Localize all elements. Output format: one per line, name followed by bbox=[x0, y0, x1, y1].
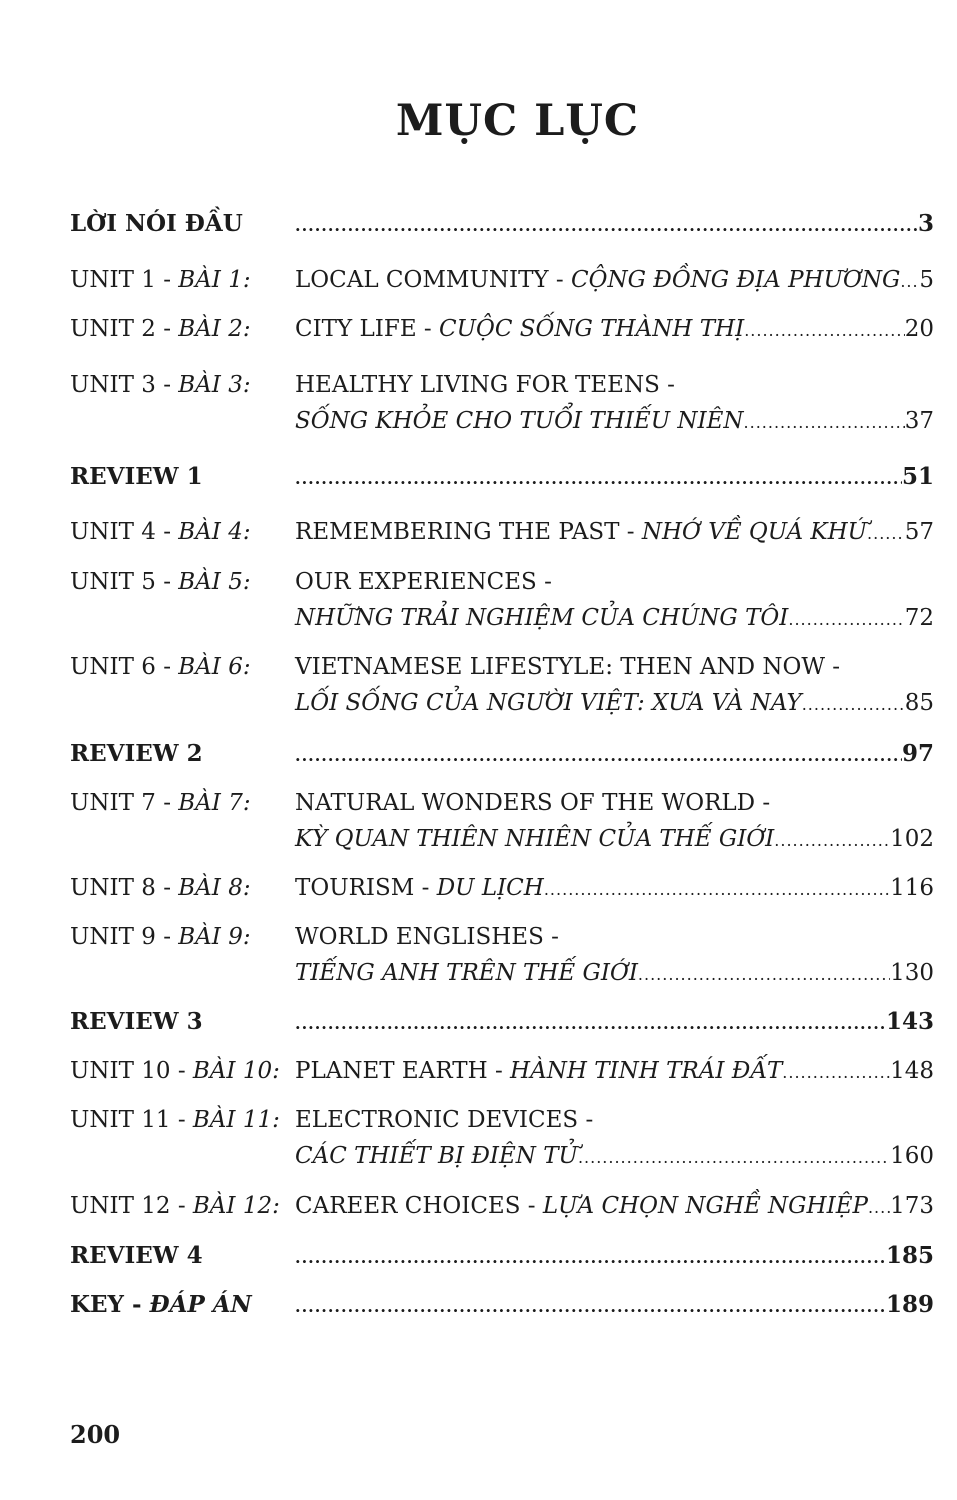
toc-entry-label: REVIEW 2 bbox=[70, 740, 203, 767]
toc-page-number: 102 bbox=[890, 826, 934, 852]
toc-page-number: 173 bbox=[890, 1193, 934, 1219]
toc-entry-title: PLANET EARTH - HÀNH TINH TRÁI ĐẤT bbox=[295, 1058, 783, 1084]
toc-entry-label: UNIT 6 - BÀI 6: bbox=[70, 654, 251, 680]
toc-entry-label: UNIT 12 - BÀI 12: bbox=[70, 1193, 280, 1219]
toc-entry-subtitle: TIẾNG ANH TRÊN THẾ GIỚI bbox=[295, 960, 638, 986]
toc-entry-subtitle: CÁC THIẾT BỊ ĐIỆN TỬ bbox=[295, 1143, 578, 1169]
toc-entry-title: VIETNAMESE LIFESTYLE: THEN AND NOW - bbox=[295, 654, 841, 680]
page-title: MỤC LỤC bbox=[395, 96, 640, 146]
dot-leader bbox=[774, 823, 890, 859]
toc-entry-label: LỜI NÓI ĐẦU bbox=[70, 210, 243, 237]
dot-leader bbox=[295, 738, 902, 774]
toc-page-number: 72 bbox=[904, 605, 934, 631]
dot-leader bbox=[544, 872, 890, 908]
dot-leader bbox=[295, 1240, 886, 1276]
dot-leader bbox=[868, 1190, 890, 1226]
toc-entry-label: REVIEW 1 bbox=[70, 463, 203, 490]
dot-leader bbox=[782, 1055, 890, 1091]
toc-entry-subtitle: SỐNG KHỎE CHO TUỔI THIẾU NIÊN bbox=[295, 408, 744, 434]
toc-page-number: 37 bbox=[904, 408, 934, 434]
toc-entry-title: LOCAL COMMUNITY - CỘNG ĐỒNG ĐỊA PHƯƠNG bbox=[295, 267, 901, 293]
toc-entry-label: UNIT 7 - BÀI 7: bbox=[70, 790, 251, 816]
toc-entry-title: NATURAL WONDERS OF THE WORLD - bbox=[295, 790, 771, 816]
toc-page-number: 116 bbox=[890, 875, 934, 901]
toc-entry-subtitle: KỲ QUAN THIÊN NHIÊN CỦA THẾ GIỚI bbox=[295, 826, 775, 852]
page-number: 200 bbox=[70, 1420, 121, 1449]
toc-entry-title: HEALTHY LIVING FOR TEENS - bbox=[295, 372, 675, 398]
dot-leader bbox=[744, 313, 905, 349]
toc-entry-label: KEY - ĐÁP ÁN bbox=[70, 1291, 252, 1318]
toc-entry-label: UNIT 1 - BÀI 1: bbox=[70, 267, 251, 293]
toc-entry-title: OUR EXPERIENCES - bbox=[295, 569, 552, 595]
toc-page-number: 3 bbox=[917, 210, 934, 237]
toc-entry-title: CITY LIFE - CUỘC SỐNG THÀNH THỊ bbox=[295, 316, 745, 342]
dot-leader bbox=[295, 1289, 886, 1325]
toc-page-number: 85 bbox=[904, 690, 934, 716]
toc-entry-label: UNIT 2 - BÀI 2: bbox=[70, 316, 251, 342]
toc-entry-title: ELECTRONIC DEVICES - bbox=[295, 1107, 594, 1133]
toc-entry-title: CAREER CHOICES - LỰA CHỌN NGHỀ NGHIỆP bbox=[295, 1193, 868, 1219]
dot-leader bbox=[295, 461, 902, 497]
toc-page-number: 189 bbox=[885, 1291, 934, 1318]
dot-leader bbox=[900, 264, 919, 300]
toc-entry-label: UNIT 4 - BÀI 4: bbox=[70, 519, 251, 545]
toc-page-number: 130 bbox=[890, 960, 934, 986]
toc-page-number: 5 bbox=[919, 267, 934, 293]
toc-entry-title: TOURISM - DU LỊCH bbox=[295, 875, 544, 901]
toc-page-number: 185 bbox=[885, 1242, 934, 1269]
dot-leader bbox=[788, 602, 904, 638]
toc-entry-title: REMEMBERING THE PAST - NHỚ VỀ QUÁ KHỨ bbox=[295, 519, 868, 545]
toc-entry-subtitle: LỐI SỐNG CỦA NGƯỜI VIỆT: XƯA VÀ NAY bbox=[295, 690, 802, 716]
dot-leader bbox=[744, 405, 905, 441]
toc-entry-label: UNIT 8 - BÀI 8: bbox=[70, 875, 251, 901]
toc-entry-label: UNIT 10 - BÀI 10: bbox=[70, 1058, 280, 1084]
dot-leader bbox=[578, 1140, 890, 1176]
toc-page-number: 143 bbox=[885, 1008, 934, 1035]
toc-page-number: 57 bbox=[904, 519, 934, 545]
toc-entry-label: REVIEW 4 bbox=[70, 1242, 203, 1269]
dot-leader bbox=[295, 208, 918, 244]
toc-entry-subtitle: NHỮNG TRẢI NGHIỆM CỦA CHÚNG TÔI bbox=[295, 605, 789, 631]
toc-entry-label: REVIEW 3 bbox=[70, 1008, 203, 1035]
toc-page-number: 148 bbox=[890, 1058, 934, 1084]
toc-entry-label: UNIT 11 - BÀI 11: bbox=[70, 1107, 280, 1133]
toc-entry-label: UNIT 9 - BÀI 9: bbox=[70, 924, 251, 950]
toc-entry-title: WORLD ENGLISHES - bbox=[295, 924, 559, 950]
toc-page-number: 160 bbox=[890, 1143, 934, 1169]
toc-entry-label: UNIT 3 - BÀI 3: bbox=[70, 372, 251, 398]
toc-entry-label: UNIT 5 - BÀI 5: bbox=[70, 569, 251, 595]
toc-page-number: 97 bbox=[901, 740, 934, 767]
toc-page-number: 20 bbox=[904, 316, 934, 342]
toc-page-number: 51 bbox=[901, 463, 934, 490]
dot-leader bbox=[867, 516, 905, 552]
dot-leader bbox=[638, 957, 890, 993]
dot-leader bbox=[295, 1006, 886, 1042]
dot-leader bbox=[802, 687, 905, 723]
